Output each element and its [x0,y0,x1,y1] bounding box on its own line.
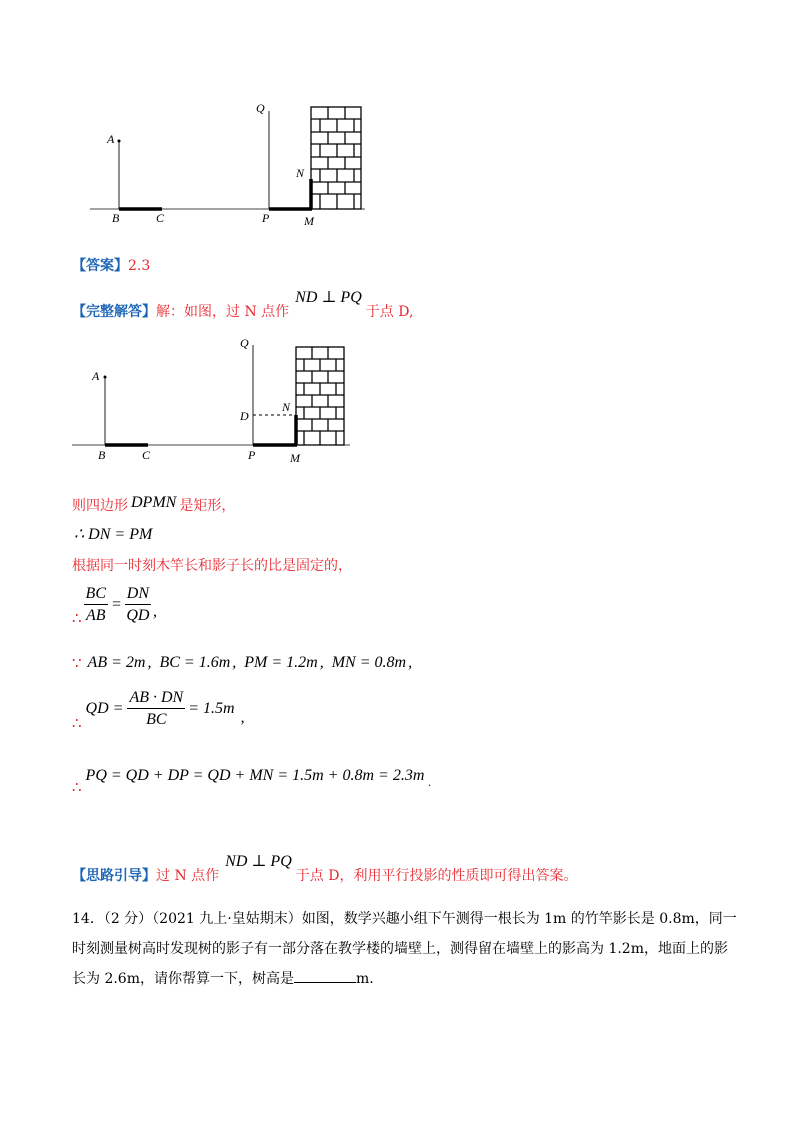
frac-den-qd: QD [126,607,150,624]
answer-tag: 【答案】 [72,258,128,274]
solution-intro [72,282,413,322]
frac-tail: , [153,603,158,620]
pq-math: PQ = QD + DP = QD + MN = 1.5m + 0.8m = 2.3m [85,767,425,784]
frac-num-abdn: AB · DN [127,689,185,709]
q14-line-3-pre: 长为 2.6m，请你帮算一下，树高是 [72,971,294,987]
label-d: D [240,409,249,423]
question-14 [72,904,737,994]
rect-math: DPMN [131,494,177,511]
dn-equals-pm: ∴ DN = PM [74,526,153,543]
ratio-statement: 根据同一时刻木竿长和影子长的比是固定的， [72,558,352,574]
label-p: P [248,448,256,462]
hint-after: 于点 D，利用平行投影的性质即可得出答案。 [295,868,578,884]
frac-num-dn: DN [125,585,151,605]
point-a [118,140,121,143]
q14-line-2: 时刻测量树高时发现树的影子有一部分落在教学楼的墙壁上，测得留在墙壁上的影高为 1.2m，地面上的影 [72,941,728,957]
answer-value: 2.3 [128,258,151,274]
label-b: B [112,211,120,225]
solution-tag: 【完整解答】 [72,304,156,320]
hint-perp: ND ⊥ PQ [225,853,292,870]
point-a [104,376,107,379]
therefore-symbol-3: ∴ [72,778,82,796]
qd-rhs: = 1.5m [188,700,235,717]
given-sep-4: , [408,654,413,671]
therefore-symbol: ∴ [72,609,82,627]
label-n: N [282,400,291,414]
label-p: P [262,211,270,225]
frac-eq: = [111,596,122,613]
figure-2 [62,335,362,467]
brick-wall [296,347,344,445]
figure-1 [80,95,380,235]
label-m: M [290,451,300,465]
given-sep-1: , [147,654,152,671]
rect-pre: 则四边形 [72,498,128,514]
label-b: B [98,448,106,462]
because-symbol: ∵ [72,654,82,672]
qd-tail: , [240,709,245,726]
solution-intro-text: 解：如图，过 N 点作 [156,304,290,320]
hint-tag: 【思路引导】 [72,868,156,884]
frac-ab-dn-bc [127,689,185,729]
therefore-symbol-2: ∴ [72,714,82,732]
frac-num-bc: BC [84,585,108,605]
rect-line [72,490,235,516]
given-ab: AB = 2m [87,654,146,671]
pq-tail: . [428,774,432,789]
q14-line-3-post: m. [356,971,374,987]
q14-line-1: 14．（2 分）（2021 九上·皇姑期末）如图，数学兴趣小组下午测得一根长为 1m 的竹竿影长是 0.8m，同一 [72,911,737,927]
label-q: Q [240,336,249,350]
hint-line [72,846,577,886]
answer-blank [294,968,356,983]
frac-den-bc: BC [146,711,167,728]
hint-intro: 过 N 点作 [156,868,220,884]
label-a: A [107,132,115,146]
label-c: C [142,448,151,462]
given-sep-2: , [232,654,237,671]
ratio-equation [72,583,157,627]
rect-post: 是矩形， [179,498,236,514]
solution-after-perp: 于点 D, [365,304,414,320]
label-c: C [156,211,165,225]
qd-equation [72,686,245,732]
brick-wall [311,107,361,209]
label-a: A [92,369,100,383]
qd-lhs: QD = [85,700,124,717]
frac-bc-ab [84,585,108,625]
frac-dn-qd [125,585,151,625]
solution-perp: ND ⊥ PQ [295,289,362,306]
pq-equation [72,756,431,796]
given-bc: BC = 1.6m [159,654,231,671]
q14-line-3 [72,964,732,994]
given-sep-3: , [319,654,324,671]
given-mn: MN = 0.8m [331,654,407,671]
frac-den-ab: AB [86,607,106,624]
answer-line [72,256,150,276]
label-q: Q [256,101,265,115]
given-values [72,654,412,672]
given-pm: PM = 1.2m [244,654,318,671]
label-n: N [296,166,305,180]
label-m: M [304,214,314,228]
